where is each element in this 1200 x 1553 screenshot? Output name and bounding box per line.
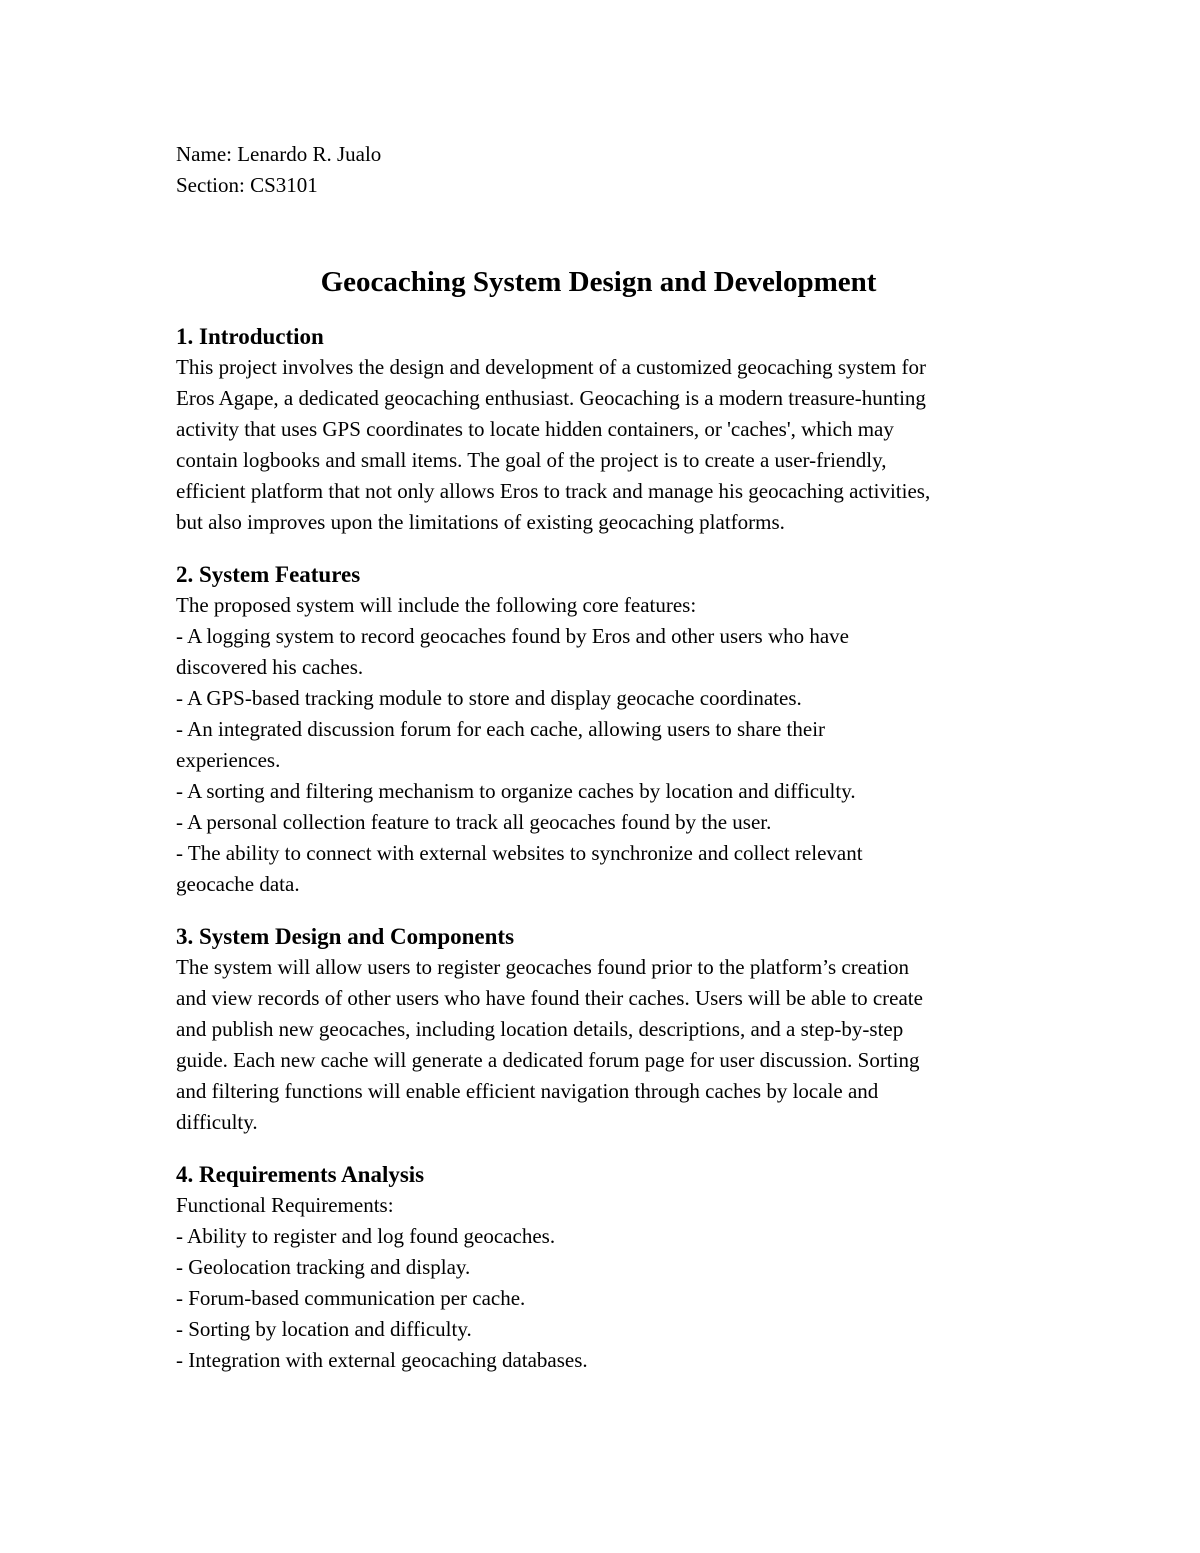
body-line: - A GPS-based tracking module to store and display geocache coordinates.	[176, 686, 802, 710]
body-line: experiences.	[176, 748, 281, 772]
body-line: - Forum-based communication per cache.	[176, 1286, 526, 1310]
body-line: - An integrated discussion forum for each cache, allowing users to share their	[176, 717, 826, 741]
section-heading: 2. System Features	[176, 562, 361, 587]
section-3	[176, 922, 1056, 1138]
body-line: This project involves the design and development of a customized geocaching system for	[176, 355, 926, 379]
body-line: - A personal collection feature to track all geocaches found by the user.	[176, 810, 772, 834]
section-body	[176, 1190, 1056, 1376]
body-line: - Geolocation tracking and display.	[176, 1255, 471, 1279]
body-line: The system will allow users to register geocaches found prior to the platform’s creation	[176, 955, 910, 979]
body-line: activity that uses GPS coordinates to locate hidden containers, or 'caches', which may	[176, 417, 894, 441]
body-line: efficient platform that not only allows Eros to track and manage his geocaching activities,	[176, 479, 931, 503]
body-line: - A logging system to record geocaches found by Eros and other users who have	[176, 624, 850, 648]
document-title: Geocaching System Design and Development	[320, 266, 877, 298]
section-heading: 1. Introduction	[176, 324, 324, 349]
body-line: The proposed system will include the following core features:	[176, 593, 697, 617]
body-line: - The ability to connect with external websites to synchronize and collect relevant	[176, 841, 863, 865]
document-sections	[176, 322, 1056, 1376]
body-line: - Ability to register and log found geocaches.	[176, 1224, 556, 1248]
author-section: Section: CS3101	[176, 173, 318, 197]
body-line: Eros Agape, a dedicated geocaching enthusiast. Geocaching is a modern treasure-hunting	[176, 386, 926, 410]
body-line: discovered his caches.	[176, 655, 364, 679]
body-line: difficulty.	[176, 1110, 258, 1134]
section-heading: 3. System Design and Components	[176, 924, 515, 949]
body-line: - A sorting and filtering mechanism to organize caches by location and difficulty.	[176, 779, 856, 803]
document-page	[176, 139, 1056, 1376]
section-body	[176, 352, 1056, 538]
body-line: and filtering functions will enable efficient navigation through caches by locale and	[176, 1079, 879, 1103]
section-4	[176, 1160, 1056, 1376]
body-line: guide. Each new cache will generate a dedicated forum page for user discussion. Sorting	[176, 1048, 920, 1072]
section-2	[176, 560, 1056, 900]
body-line: but also improves upon the limitations of existing geocaching platforms.	[176, 510, 785, 534]
body-line: Functional Requirements:	[176, 1193, 394, 1217]
body-line: and publish new geocaches, including location details, descriptions, and a step-by-step	[176, 1017, 904, 1041]
body-line: and view records of other users who have found their caches. Users will be able to create	[176, 986, 923, 1010]
section-heading: 4. Requirements Analysis	[176, 1162, 425, 1187]
section-body	[176, 952, 1056, 1138]
author-name: Name: Lenardo R. Jualo	[176, 142, 382, 166]
section-body	[176, 590, 1056, 900]
header-block	[176, 139, 1056, 201]
body-line: geocache data.	[176, 872, 300, 896]
section-1	[176, 322, 1056, 538]
body-line: contain logbooks and small items. The goal of the project is to create a user-friendly,	[176, 448, 887, 472]
body-line: - Integration with external geocaching databases.	[176, 1348, 588, 1372]
body-line: - Sorting by location and difficulty.	[176, 1317, 472, 1341]
